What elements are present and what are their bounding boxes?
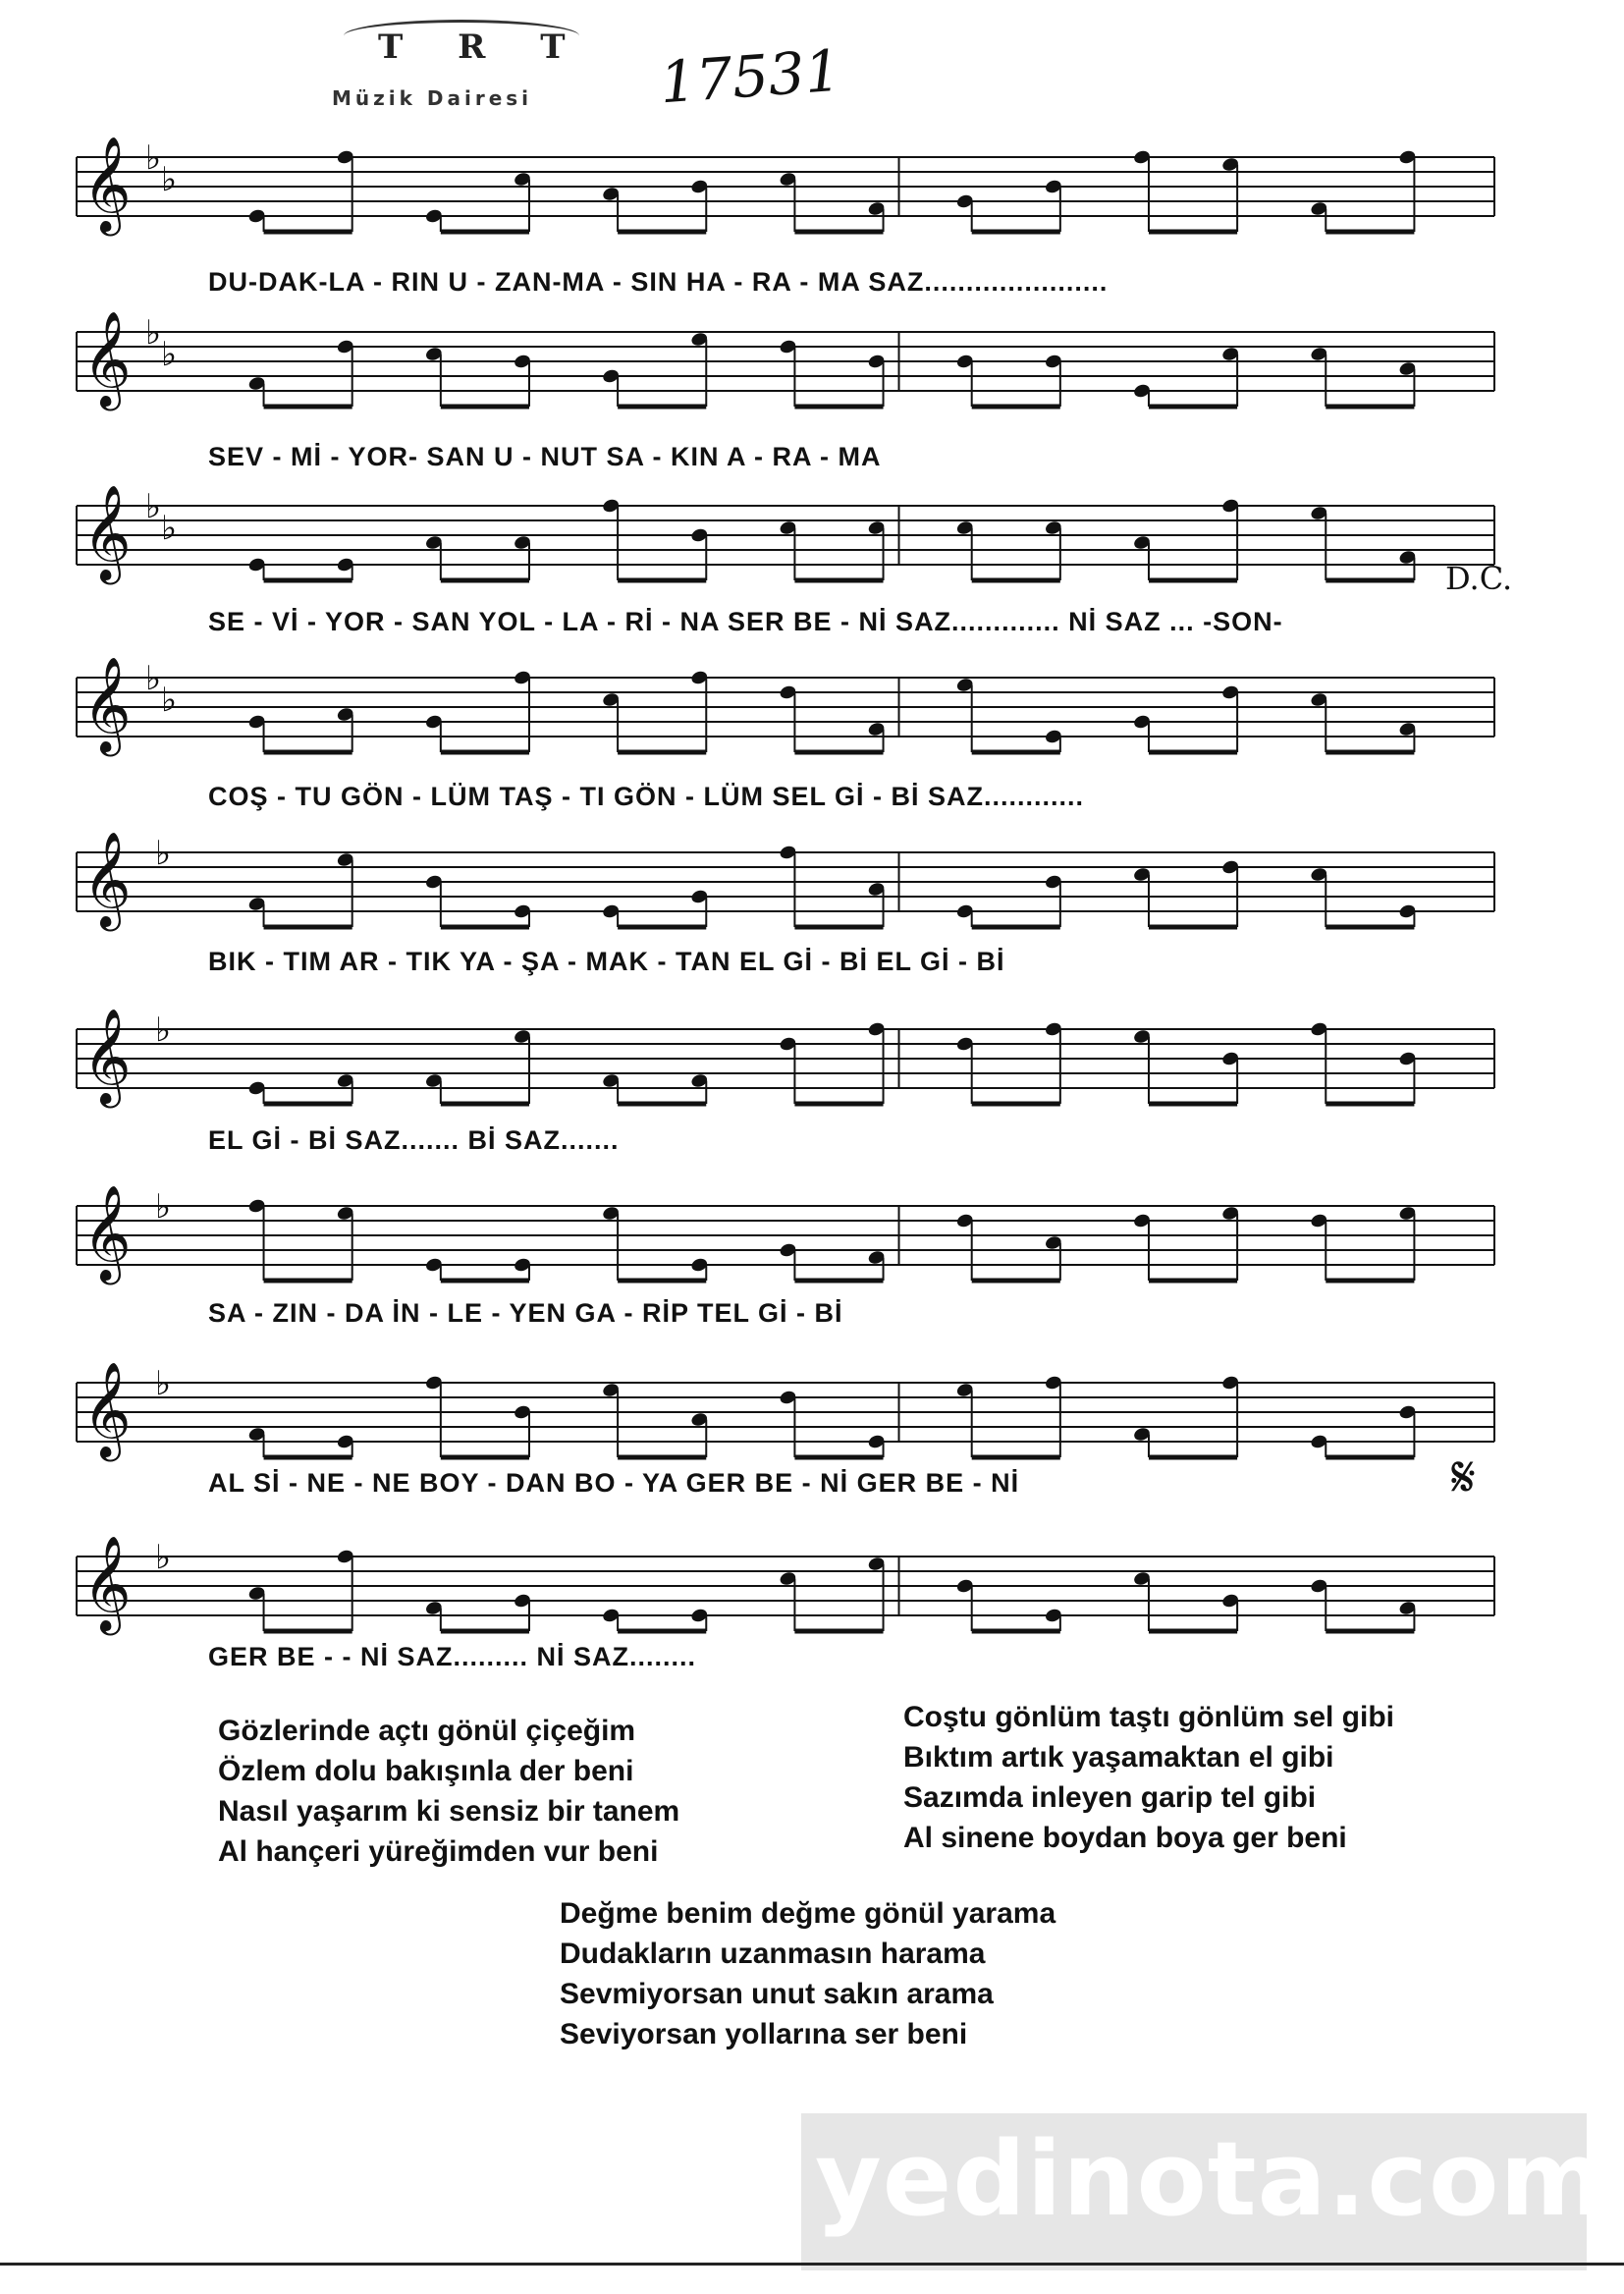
lyric-line: SE - Vİ - YOR - SAN YOL - LA - Rİ - NA SER BE - Nİ SAZ............. Nİ SAZ ... -SON- xyxy=(208,607,1283,636)
da-capo-mark: D.C. xyxy=(1445,560,1513,597)
flat-sign: ♭ xyxy=(145,487,162,526)
lyric-line: EL Gİ - Bİ SAZ....... Bİ SAZ....... xyxy=(208,1125,620,1155)
lyric-line: BIK - TIM AR - TIK YA - ŞA - MAK - TAN EL Gİ - Bİ EL Gİ - Bİ xyxy=(208,947,1005,976)
flat-sign: ♭ xyxy=(145,659,162,698)
verse-line: Nasıl yaşarım ki sensiz bir tanem xyxy=(218,1795,680,1828)
treble-clef: 𝄞 xyxy=(82,1184,132,1281)
lyric-line: DU-DAK-LA - RIN U - ZAN-MA - SIN HA - RA - MA SAZ...................... xyxy=(208,267,1109,297)
verse-right xyxy=(903,1697,1394,1858)
flat-sign: ♭ xyxy=(155,1364,172,1403)
verse-refrain xyxy=(560,1893,1056,2054)
stamp-subtitle: Müzik Dairesi xyxy=(332,86,533,110)
verse-line: Dudakların uzanmasın harama xyxy=(560,1938,986,1970)
flat-sign: ♭ xyxy=(155,834,172,873)
segno-mark: 𝄋 xyxy=(1451,1444,1476,1510)
flat-sign: ♭ xyxy=(161,160,178,199)
flat-sign: ♭ xyxy=(155,1010,172,1050)
verse-line: Seviyorsan yollarına ser beni xyxy=(560,2018,968,2050)
flat-sign: ♭ xyxy=(161,509,178,548)
verse-line: Değme benim değme gönül yarama xyxy=(560,1897,1056,1930)
verse-line: Sevmiyorsan unut sakın arama xyxy=(560,1978,994,2010)
lyric-line: SA - ZIN - DA İN - LE - YEN GA - RİP TEL Gİ - Bİ xyxy=(208,1298,843,1328)
verse-line: Al sinene boydan boya ger beni xyxy=(903,1822,1347,1854)
lyric-line: AL Sİ - NE - NE BOY - DAN BO - YA GER BE - Nİ GER BE - Nİ xyxy=(208,1468,1020,1498)
treble-clef: 𝄞 xyxy=(82,831,132,927)
flat-sign: ♭ xyxy=(161,335,178,374)
flat-sign: ♭ xyxy=(145,138,162,178)
verse-line: Gözlerinde açtı gönül çiçeğim xyxy=(218,1715,636,1747)
verse-line: Bıktım artık yaşamaktan el gibi xyxy=(903,1741,1334,1774)
stamp-logo: T R T xyxy=(378,27,587,67)
flat-sign: ♭ xyxy=(155,1187,172,1227)
treble-clef: 𝄞 xyxy=(82,1008,132,1104)
verse-line: Coştu gönlüm taştı gönlüm sel gibi xyxy=(903,1701,1394,1733)
lyric-line: SEV - Mİ - YOR- SAN U - NUT SA - KIN A - RA - MA xyxy=(208,442,882,471)
lyric-line: COŞ - TU GÖN - LÜM TAŞ - TI GÖN - LÜM SEL Gİ - Bİ SAZ............ xyxy=(208,782,1084,811)
page-bottom-rule xyxy=(0,2263,1624,2266)
catalog-number: 17531 xyxy=(657,36,843,117)
verse-line: Al hançeri yüreğimden vur beni xyxy=(218,1835,659,1868)
flat-sign: ♭ xyxy=(155,1538,172,1577)
treble-clef: 𝄞 xyxy=(82,484,132,580)
watermark xyxy=(801,2113,1607,2270)
verse-left xyxy=(218,1711,679,1872)
treble-clef: 𝄞 xyxy=(82,310,132,407)
watermark-text: yedinota.com xyxy=(815,2119,1607,2239)
treble-clef: 𝄞 xyxy=(82,1535,132,1631)
flat-sign: ♭ xyxy=(161,681,178,720)
lyric-line: GER BE - - Nİ SAZ......... Nİ SAZ........ xyxy=(208,1642,697,1671)
treble-clef: 𝄞 xyxy=(82,1361,132,1457)
flat-sign: ♭ xyxy=(145,313,162,353)
verse-line: Sazımda inleyen garip tel gibi xyxy=(903,1781,1317,1814)
treble-clef: 𝄞 xyxy=(82,656,132,752)
treble-clef: 𝄞 xyxy=(82,136,132,232)
verse-line: Özlem dolu bakışınla der beni xyxy=(218,1755,634,1787)
